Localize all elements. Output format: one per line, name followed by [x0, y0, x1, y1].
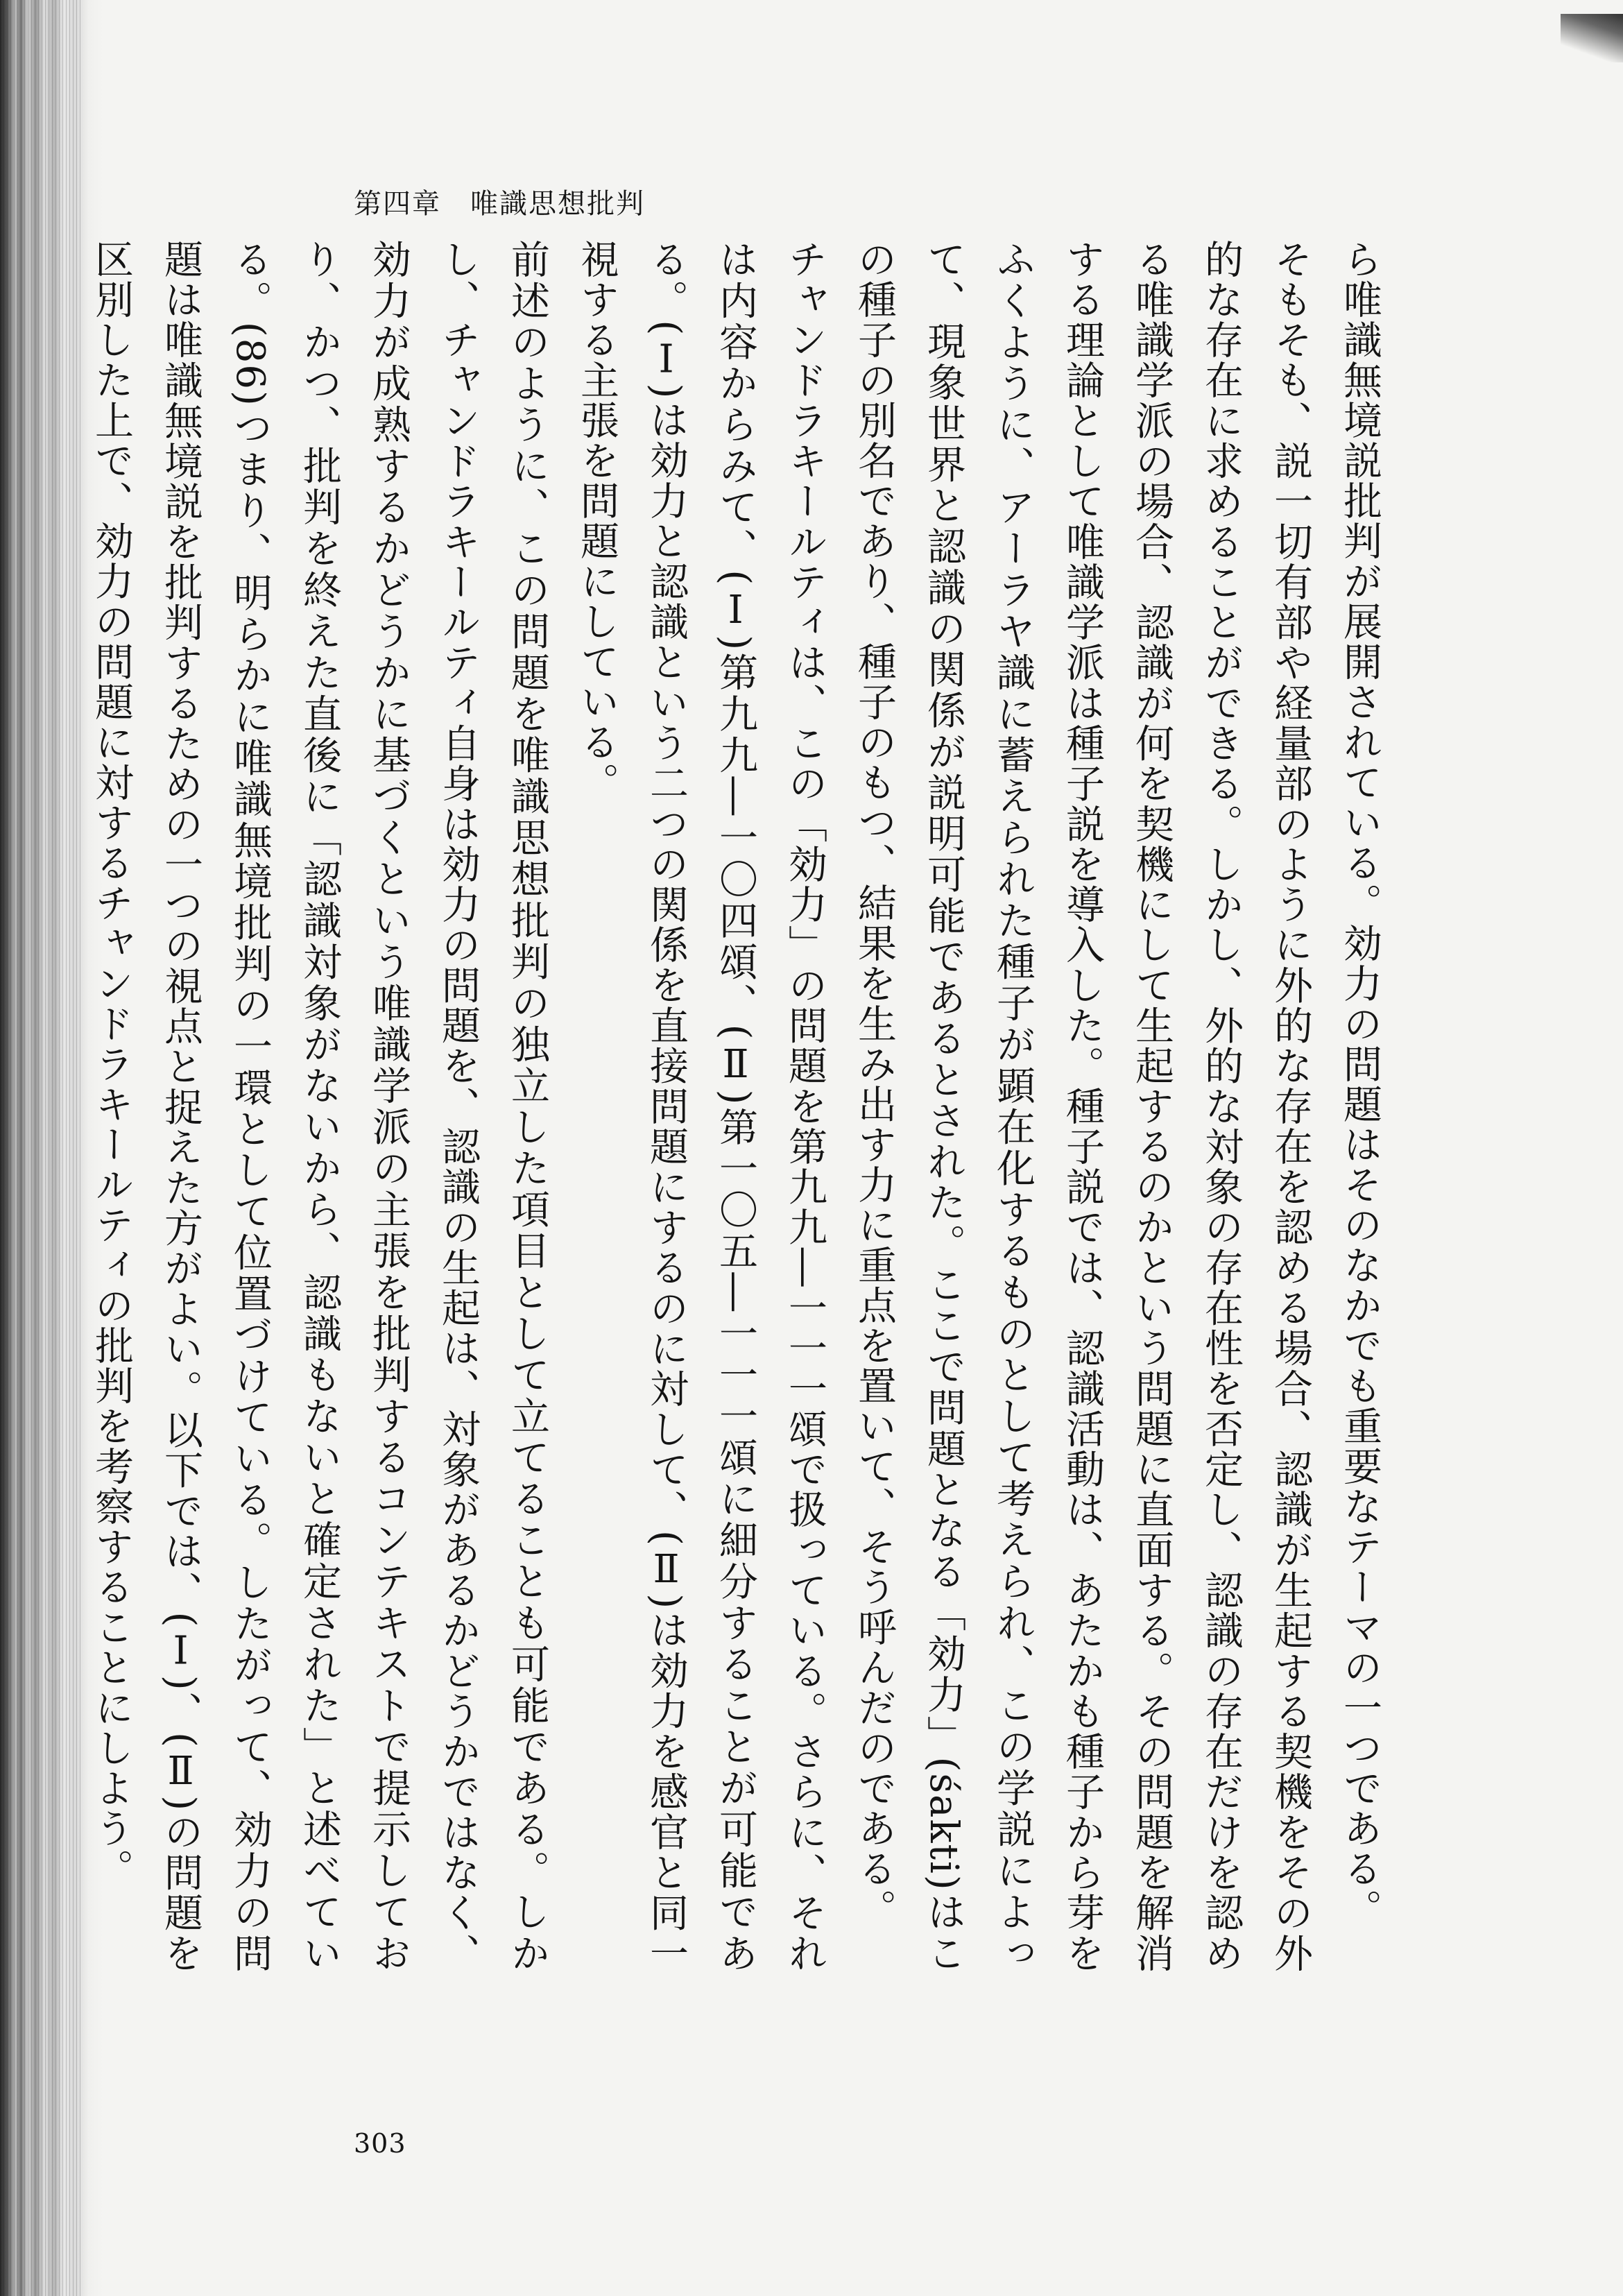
page-edge-lines [0, 0, 83, 2296]
body-text [89, 239, 1394, 1974]
paragraph-2: そもそも、説一切有部や経量部のように外的な存在を認める場合、認識が生起する契機をその外的な存在に求めることができる。しかし、外的な対象の存在性を否定し、認識の存在だけを認める唯識学派の場合、認識が何を契機にして生起するのかという問題に直面する。その問題を解消する理論として唯識学派は種子説を導入した。種子説では、認識活動は、あたかも種子から芽をふくように、アーラヤ識に蓄えられた種子が顕在化するものとして考えられ、この学説によって、現象世界と認識の関係が説明可能であるとされた。ここで問題となる「効力」(śakti)はこの種子の別名であり、種子のもつ、結果を生み出す力に重点を置いて、そう呼んだのである。 [852, 239, 1313, 1973]
paragraph-3: チャンドラキールティは、この「効力」の問題を第九九―一一一頌で扱っている。さらに、それは内容からみて、(Ⅰ)第九九―一〇四頌、(Ⅱ)第一〇五―一一一頌に細分することが可能である。(Ⅰ)は効力と認識という二つの関係を直接問題にするのに対して、(Ⅱ)は効力を感官と同一視する主張を問題にしている。 [574, 239, 827, 1973]
scan-corner-mark [1561, 14, 1623, 62]
running-header: 第四章 唯識思想批判 [354, 188, 645, 220]
paragraph-1: ら唯識無境説批判が展開されている。効力の問題はそのなかでも重要なテーマの一つである。 [1337, 239, 1382, 1929]
paragraph-4: 前述のように、この問題を唯識思想批判の独立した項目として立てることも可能である。しかし、チャンドラキールティ自身は効力の問題を、認識の生起は、対象があるかどうかではなく、効力が成熟するかどうかに基づくという唯識学派の主張を批判するコンテキストで提示しており、かつ、批判を終えた直後に「認識対象がないから、認識もないと確定された」と述べている。(86)つまり、明らかに唯識無境批判の一環として位置づけている。したがって、効力の問題は唯識無境説を批判するための一つの視点と捉えた方がよい。以下では、(Ⅰ)、(Ⅱ)の問題を区別した上で、効力の問題に対するチャンドラキールティの批判を考察することにしよう。 [89, 239, 550, 1974]
page-number: 303 [354, 2128, 406, 2159]
